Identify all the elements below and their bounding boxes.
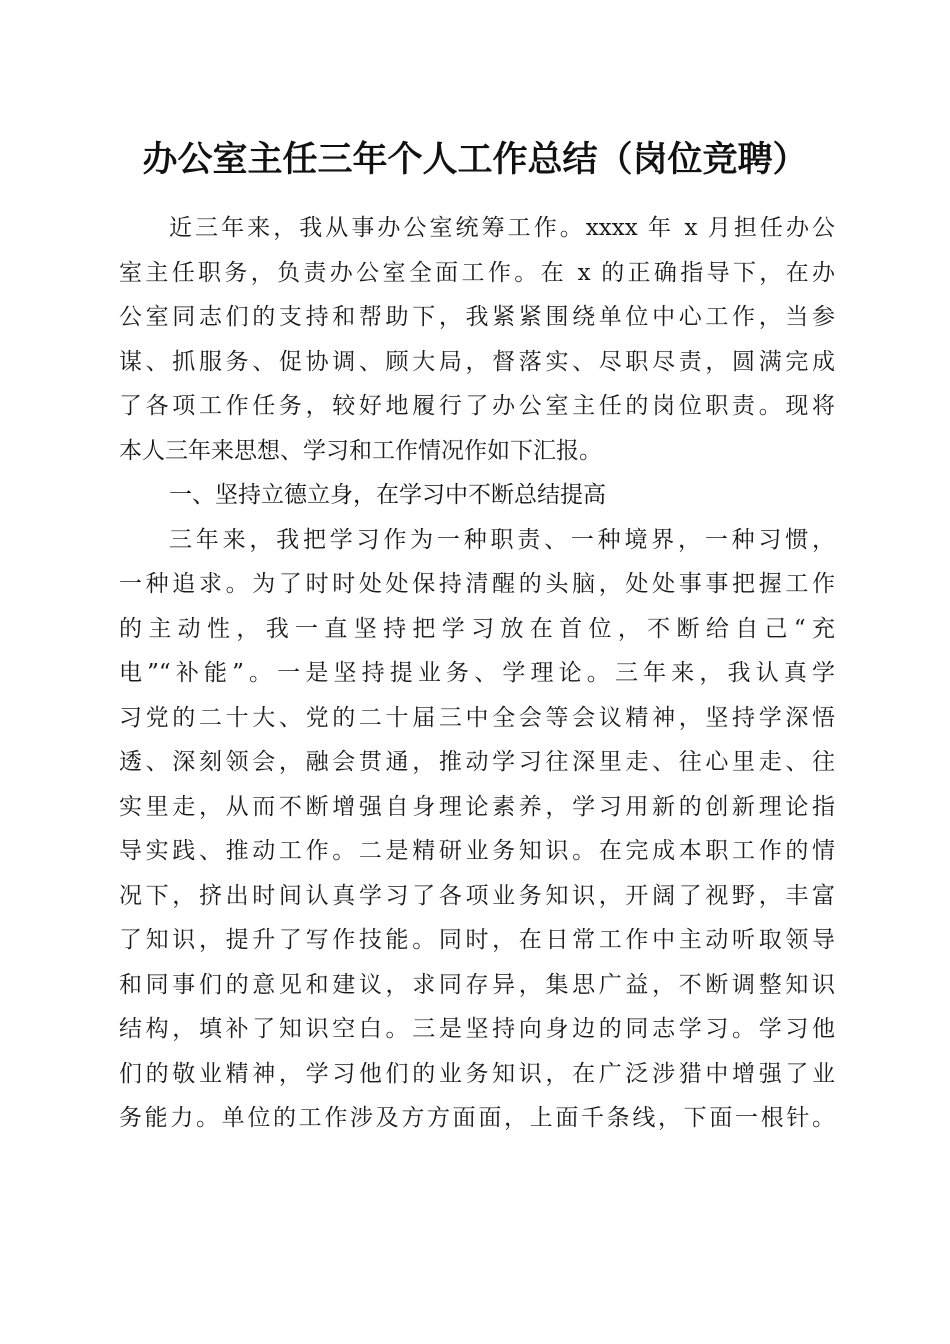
paragraph-2-line: 况下，挤出时间认真学习了各项业务知识，开阔了视野，丰富 [119,882,835,909]
paragraph-1-line: 室主任职务，负责办公室全面工作。在 x 的正确指导下，在办 [119,259,835,286]
paragraph-2-line: 一种追求。为了时时处处保持清醒的头脑，处处事事把握工作 [119,571,835,597]
paragraph-2-line: 了知识，提升了写作技能。同时，在日常工作中主动听取领导 [119,927,835,953]
paragraph-1-line: 近三年来，我从事办公室统筹工作。xxxx 年 x 月担任办公 [169,215,835,241]
document-title: 办公室主任三年个人工作总结（岗位竞聘） [142,139,808,180]
paragraph-2-line: 导实践、推动工作。二是精研业务知识。在完成本职工作的情 [119,838,835,864]
paragraph-1-line: 公室同志们的支持和帮助下，我紧紧围绕单位中心工作，当参 [119,304,835,330]
document-body [119,206,835,1141]
paragraph-2-line: 实里走，从而不断增强自身理论素养，学习用新的创新理论指 [119,793,835,820]
paragraph-1-line: 谋、抓服务、促协调、顾大局，督落实、尽职尽责，圆满完成 [119,348,835,375]
paragraph-2-line: 结构，填补了知识空白。三是坚持向身边的同志学习。学习他 [119,1016,835,1042]
paragraph-2-line: 和同事们的意见和建议，求同存异，集思广益，不断调整知识 [119,971,835,998]
section-heading-1: 一、坚持立德立身，在学习中不断总结提高 [169,482,606,508]
paragraph-1-line: 本人三年来思想、学习和工作情况作如下汇报。 [119,437,602,464]
paragraph-1-line: 了各项工作任务，较好地履行了办公室主任的岗位职责。现将 [119,393,835,419]
paragraph-2-line: 的主动性，我一直坚持把学习放在首位，不断给自己“充 [119,615,835,642]
paragraph-2-line: 电”“补能”。一是坚持提业务、学理论。三年来，我认真学 [119,660,835,686]
paragraph-2-line: 务能力。单位的工作涉及方方面面，上面千条线，下面一根针。 [119,1105,835,1131]
paragraph-2-line: 们的敬业精神，学习他们的业务知识，在广泛涉猎中增强了业 [119,1060,835,1087]
paragraph-2-line: 三年来，我把学习作为一种职责、一种境界，一种习惯， [169,526,835,553]
paragraph-2-line: 透、深刻领会，融会贯通，推动学习往深里走、往心里走、往 [119,749,835,775]
paragraph-2-line: 习党的二十大、党的二十届三中全会等会议精神，坚持学深悟 [119,704,835,731]
